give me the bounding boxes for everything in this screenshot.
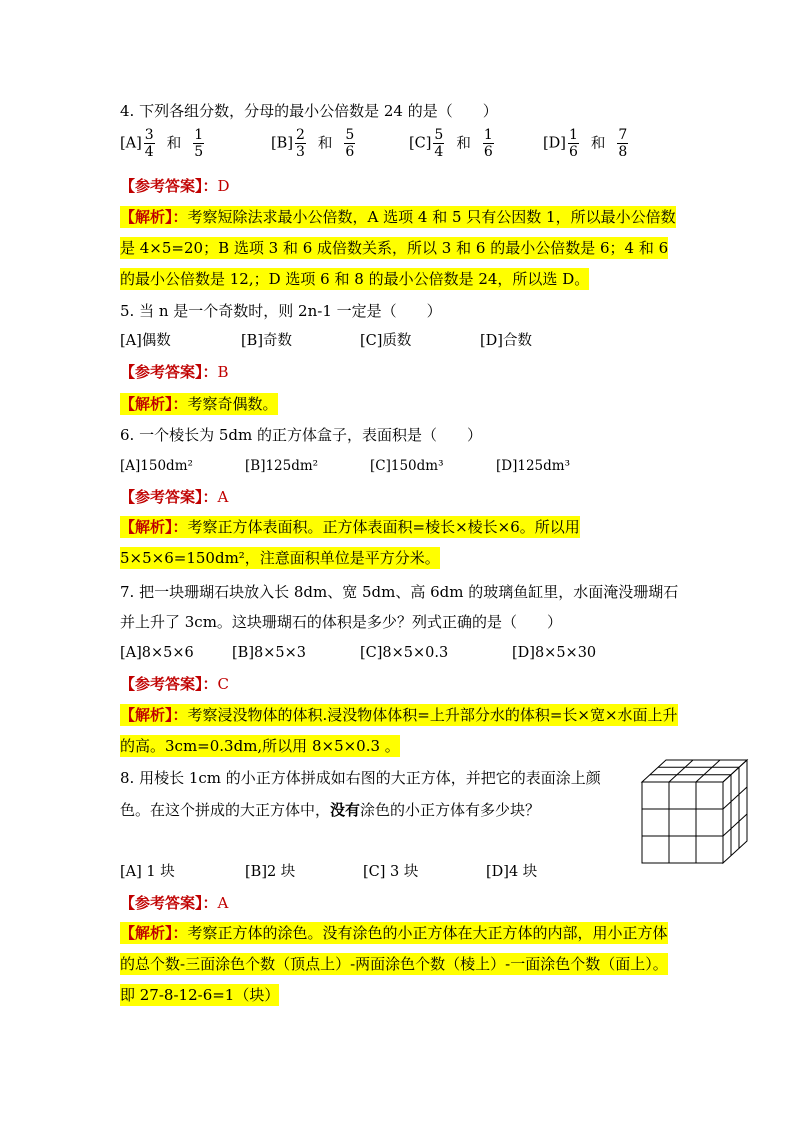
q4-option-a: [A] $\frac{3}{4}$ 和 $\frac{1}{5}$ [120,127,204,160]
answer-value: A [217,894,229,912]
cube-right-face [723,760,747,863]
q7-option-a: [A]8×5×6 [120,645,194,661]
emphasis-text: 没有 [330,801,361,819]
q6-option-d: [D]125dm³ [496,458,570,474]
fraction: $\frac{1}{6}$ [483,127,493,160]
q4-option-d: [D] $\frac{1}{6}$ 和 $\frac{7}{8}$ [543,127,628,160]
q5-option-b: [B]奇数 [241,333,292,349]
q5-option-d: [D]合数 [480,333,532,349]
analysis-label: 【解析】： [120,208,188,226]
q7-stem-line2: 并上升了 3cm。这块珊瑚石的体积是多少？列式正确的是（ ） [120,613,562,631]
answer-label: 【参考答案】： [120,488,218,506]
cube-front-face [642,782,723,863]
option-label: [D] [543,135,566,152]
q7-option-b: [B]8×5×3 [232,645,306,661]
analysis-text: 考察正方体的涂色。没有涂色的小正方体在大正方体的内部，用小正方体的总个数-三面涂色个数（顶点上）-两面涂色个数（棱上）-一面涂色个数（面上）。即 27-8-12-6=1（块） [120,924,668,1004]
fraction: $\frac{2}{3}$ [295,127,305,160]
q4-stem: 4. 下列各组分数，分母的最小公倍数是 24 的是（ ） [120,102,498,120]
q6-option-c: [C]150dm³ [370,458,444,474]
q6-answer [120,487,228,507]
q7-analysis [120,700,680,762]
q8-answer [120,893,228,913]
fraction: $\frac{7}{8}$ [618,127,628,160]
fraction: $\frac{1}{6}$ [568,127,578,160]
q7-stem-line1: 7. 把一块珊瑚石块放入长 8dm、宽 5dm、高 6dm 的玻璃鱼缸里，水面淹没珊瑚石 [120,583,679,601]
fraction: $\frac{5}{4}$ [434,127,444,160]
q6-analysis [120,512,680,574]
analysis-label: 【解析】： [120,395,188,413]
q8-option-b: [B]2 块 [245,864,296,880]
analysis-label: 【解析】： [120,924,188,942]
q7-answer [120,674,229,694]
q7-option-d: [D]8×5×30 [512,645,597,661]
q5-stem: 5. 当 n 是一个奇数时，则 2n-1 一定是（ ） [120,302,442,320]
answer-value: C [217,675,229,693]
q5-option-a: [A]偶数 [120,333,171,349]
answer-label: 【参考答案】： [120,363,218,381]
q6-option-a: [A]150dm² [120,458,193,474]
q8-stem-line2: 色。在这个拼成的大正方体中，没有涂色的小正方体有多少块？ [120,801,541,819]
q8-option-c: [C] 3 块 [363,864,419,880]
answer-value: B [217,363,229,381]
q4-answer [120,176,230,196]
answer-label: 【参考答案】： [120,177,218,195]
q8-stem-line1: 8. 用棱长 1cm 的小正方体拼成如右图的大正方体，并把它的表面涂上颜 [120,769,601,787]
analysis-text: 考察浸没物体的体积.浸没物体体积=上升部分水的体积=长×宽×水面上升的高。3cm=0.3dm,所以用 8×5×0.3 。 [120,706,678,755]
q8-option-a: [A] 1 块 [120,864,175,880]
analysis-text: 考察正方体表面积。正方体表面积=棱长×棱长×6。所以用 5×5×6=150dm²，注意面积单位是平方分米。 [120,518,580,567]
answer-label: 【参考答案】： [120,675,218,693]
q4-analysis [120,202,680,295]
answer-label: 【参考答案】： [120,894,218,912]
q6-option-b: [B]125dm² [245,458,319,474]
fraction: $\frac{5}{6}$ [345,127,355,160]
fraction: $\frac{1}{5}$ [194,127,204,160]
option-label: [B] [271,135,293,152]
q6-stem: 6. 一个棱长为 5dm 的正方体盒子，表面积是（ ） [120,426,482,444]
answer-value: A [217,488,229,506]
q4-option-b: [B] $\frac{2}{3}$ 和 $\frac{5}{6}$ [271,127,355,160]
q5-analysis [120,389,680,420]
q8-option-d: [D]4 块 [486,864,538,880]
q5-answer [120,362,229,382]
analysis-label: 【解析】： [120,518,188,536]
answer-value: D [217,177,230,195]
q5-option-c: [C]质数 [360,333,412,349]
option-label: [A] [120,135,142,152]
fraction: $\frac{3}{4}$ [144,127,154,160]
q7-option-c: [C]8×5×0.3 [360,645,449,661]
analysis-text: 考察奇偶数。 [187,395,278,413]
q4-option-c: [C] $\frac{5}{4}$ 和 $\frac{1}{6}$ [409,127,493,160]
option-label: [C] [409,135,432,152]
analysis-label: 【解析】： [120,706,188,724]
analysis-text: 考察短除法求最小公倍数，A 选项 4 和 5 只有公因数 1，所以最小公倍数是 4×5=20；B 选项 3 和 6 成倍数关系，所以 3 和 6 的最小公倍数是 6；4 和 6 的最小公倍数是 12,；D 选项 6 和 8 的最小公倍数是 24，所以选 D。 [120,208,676,288]
q8-analysis [120,918,680,1011]
cube-figure [640,758,752,866]
